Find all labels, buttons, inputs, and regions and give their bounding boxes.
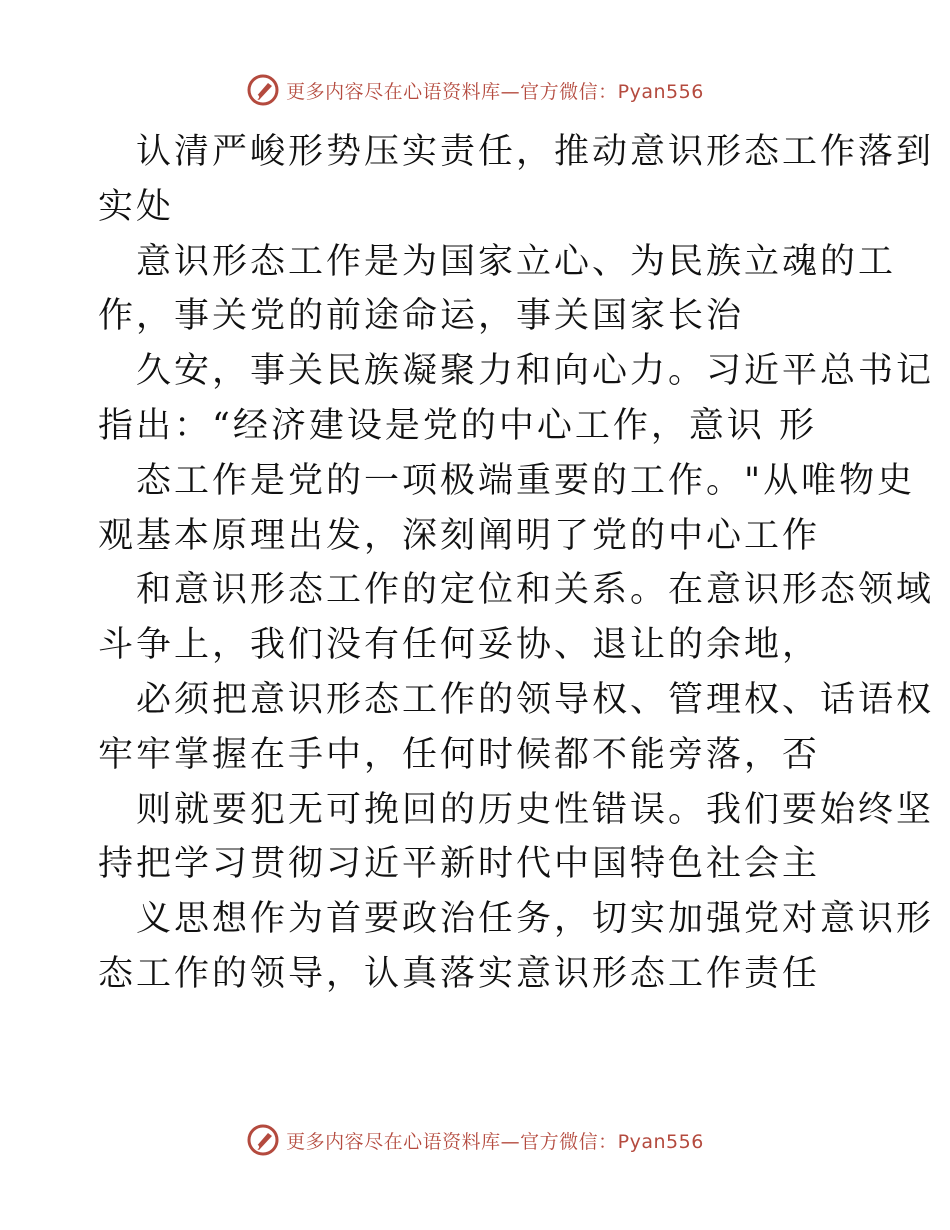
paragraph-line: 意识形态工作是为国家立心、为民族立魂的工 bbox=[136, 241, 897, 282]
paragraph-line: 久安，事关民族凝聚力和向心力。习近平总书记 bbox=[136, 351, 935, 392]
paragraph-line: 必须把意识形态工作的领导权、管理权、话语权 bbox=[136, 679, 935, 720]
pen-logo-icon bbox=[246, 73, 280, 107]
paragraph-line: 指出：“经济建设是党的中心工作，意识 形 bbox=[98, 405, 818, 446]
document-body bbox=[98, 125, 935, 1002]
pen-logo-icon bbox=[246, 1123, 280, 1157]
paragraph-line: 斗争上，我们没有任何妥协、退让的余地， bbox=[98, 625, 821, 666]
paragraph-line: 态工作的领导，认真落实意识形态工作责任 bbox=[98, 953, 821, 994]
paragraph-line: 态工作是党的一项极端重要的工作。"从唯物史 bbox=[136, 460, 916, 501]
footer-banner-text: 更多内容尽在心语资料库—官方微信：Pyan556 bbox=[286, 1130, 704, 1153]
paragraph-line: 则就要犯无可挽回的历史性错误。我们要始终坚 bbox=[136, 789, 935, 830]
header-watermark bbox=[0, 70, 950, 110]
paragraph-line: 牢牢掌握在手中，任何时候都不能旁落，否 bbox=[98, 734, 821, 775]
paragraph-line: 观基本原理出发，深刻阐明了党的中心工作 bbox=[98, 515, 821, 556]
paragraph-line: 义思想作为首要政治任务，切实加强党对意识形 bbox=[136, 899, 935, 940]
paragraph-line: 和意识形态工作的定位和关系。在意识形态领域 bbox=[136, 570, 935, 611]
footer-watermark bbox=[0, 1120, 950, 1160]
header-banner-text: 更多内容尽在心语资料库—官方微信：Pyan556 bbox=[286, 80, 704, 103]
paragraph-line: 持把学习贯彻习近平新时代中国特色社会主 bbox=[98, 844, 821, 885]
paragraph-line: 作，事关党的前途命运，事关国家长治 bbox=[98, 296, 745, 337]
document-title-line-1: 认清严峻形势压实责任，推动意识形态工作落到 bbox=[136, 132, 935, 172]
document-title-line-2: 实处 bbox=[98, 186, 175, 227]
